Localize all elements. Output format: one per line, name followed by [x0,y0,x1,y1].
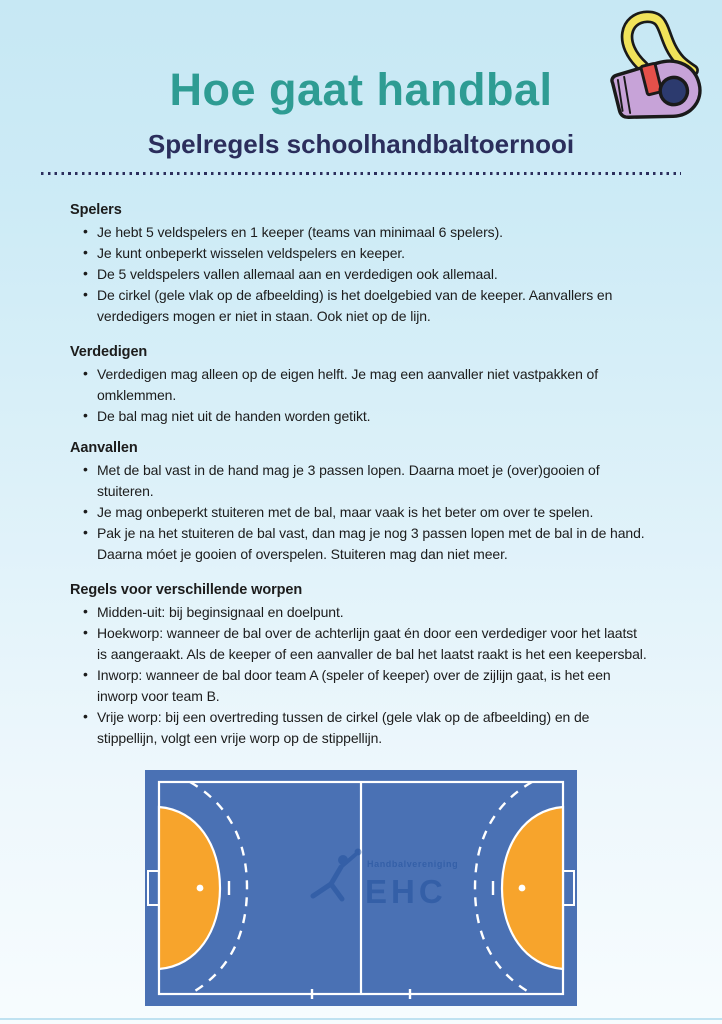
page-subtitle: Spelregels schoolhandbaltoernooi [147,129,575,159]
rule-list [70,222,648,327]
rule-item: • Vrije worp: bij een overtreding tussen de cirkel (gele vlak op de afbeelding) en de stippellijn, volgt een vrije worp op de stippellijn. [97,707,648,749]
watermark-club-name: EHC [365,873,447,910]
rule-item: • Je hebt 5 veldspelers en 1 keeper (teams van minimaal 6 spelers). [97,222,648,243]
section-heading: Spelers [70,202,122,218]
left-penalty-dot [197,885,204,892]
section-worpen [70,580,648,749]
handball-court-diagram [145,770,577,1006]
rule-list [70,602,648,749]
rule-list [70,364,648,427]
page-bottom-rule [0,1018,722,1020]
rule-item: • Hoekworp: wanneer de bal over de achterlijn gaat én door een verdediger voor het laatst is aangeraakt. Als de keeper of een aanvaller de bal het laatst raakt is het een keepersbal. [97,623,648,665]
handball-court-figure [145,770,577,1006]
rule-item: • De bal mag niet uit de handen worden getikt. [97,406,648,427]
rule-item: • Met de bal vast in de hand mag je 3 passen lopen. Daarna moet je (over)gooien of stuiteren. [97,460,648,502]
right-penalty-dot [519,885,526,892]
dotted-divider [41,172,681,175]
rule-item: • Inworp: wanneer de bal door team A (speler of keeper) over de zijlijn gaat, is het een inworp voor team B. [97,665,648,707]
section-heading: Aanvallen [70,440,138,456]
page-title: Hoe gaat handbal [169,64,553,115]
rule-item: • Midden-uit: bij beginsignaal en doelpunt. [97,602,648,623]
rule-item: • Je kunt onbeperkt wisselen veldspelers en keeper. [97,243,648,264]
section-aanvallen [70,438,648,565]
section-verdedigen [70,342,648,427]
rule-item: • Je mag onbeperkt stuiteren met de bal, maar vaak is het beter om over te spelen. [97,502,648,523]
rule-item: • Pak je na het stuiteren de bal vast, dan mag je nog 3 passen lopen met de bal in de hand. Daarna móet je gooien of overspelen. Stuiteren mag dan niet meer. [97,523,648,565]
section-heading: Verdedigen [70,344,148,360]
rule-list [70,460,648,565]
section-spelers [70,200,648,327]
watermark-club-type: Handbalvereniging [367,859,459,869]
rule-item: • De cirkel (gele vlak op de afbeelding) is het doelgebied van de keeper. Aanvallers en verdedigers mogen er niet in staan. Ook niet op de lijn. [97,285,648,327]
section-heading: Regels voor verschillende worpen [70,582,303,598]
rule-item: • De 5 veldspelers vallen allemaal aan en verdedigen ook allemaal. [97,264,648,285]
rule-item: • Verdedigen mag alleen op de eigen helft. Je mag een aanvaller niet vastpakken of omklemmen. [97,364,648,406]
